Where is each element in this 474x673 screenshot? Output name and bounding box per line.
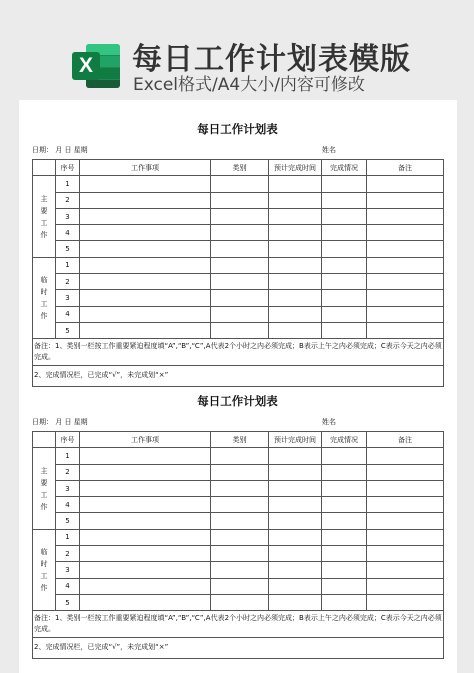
input-cell[interactable] (367, 257, 444, 273)
input-cell[interactable] (211, 257, 269, 273)
input-cell[interactable] (211, 322, 269, 338)
input-cell[interactable] (367, 562, 444, 578)
row-number: 2 (56, 192, 80, 208)
input-cell[interactable] (80, 464, 211, 480)
input-cell[interactable] (322, 241, 367, 257)
input-cell[interactable] (367, 176, 444, 192)
input-cell[interactable] (322, 257, 367, 273)
group-label-char: 临 (40, 548, 48, 557)
column-header: 工作事项 (80, 160, 211, 176)
group-label-char: 工 (40, 300, 48, 309)
input-cell[interactable] (80, 546, 211, 562)
form-title: 每日工作计划表 (197, 394, 278, 408)
row-number: 5 (56, 513, 80, 529)
column-header: 类别 (211, 160, 269, 176)
group-label-char: 工 (40, 490, 48, 499)
table-row (33, 257, 444, 273)
group-label-char: 时 (40, 288, 48, 297)
input-cell[interactable] (322, 562, 367, 578)
group-label-char: 作 (40, 502, 48, 511)
input-cell[interactable] (80, 208, 211, 224)
input-cell[interactable] (322, 594, 367, 610)
excel-logo-icon (72, 42, 122, 90)
group-label (33, 257, 56, 338)
plan-table (32, 159, 444, 387)
input-cell[interactable] (269, 594, 322, 610)
note-text: 2、完成情况栏，已完成“√”，未完成划“×” (33, 638, 444, 658)
input-cell[interactable] (322, 578, 367, 594)
note-row (33, 339, 444, 366)
row-number: 3 (56, 290, 80, 306)
input-cell[interactable] (211, 274, 269, 290)
input-cell[interactable] (211, 306, 269, 322)
input-cell[interactable] (367, 578, 444, 594)
input-cell[interactable] (322, 176, 367, 192)
input-cell[interactable] (367, 546, 444, 562)
input-cell[interactable] (367, 448, 444, 464)
input-cell[interactable] (367, 192, 444, 208)
row-number: 1 (56, 448, 80, 464)
input-cell[interactable] (269, 448, 322, 464)
group-label-char: 作 (40, 312, 48, 321)
group-label-char: 时 (40, 560, 48, 569)
input-cell[interactable] (211, 578, 269, 594)
row-number: 4 (56, 578, 80, 594)
input-cell[interactable] (269, 562, 322, 578)
table-row (33, 322, 444, 338)
input-cell[interactable] (269, 497, 322, 513)
group-label-char: 主 (40, 194, 48, 203)
input-cell[interactable] (269, 529, 322, 545)
input-cell[interactable] (269, 225, 322, 241)
column-header: 备注 (367, 160, 444, 176)
group-label-char: 要 (40, 478, 48, 487)
input-cell[interactable] (80, 497, 211, 513)
row-number: 1 (56, 257, 80, 273)
template-sheet (19, 100, 457, 673)
input-cell[interactable] (211, 192, 269, 208)
input-cell[interactable] (367, 513, 444, 529)
input-cell[interactable] (80, 257, 211, 273)
table-row (33, 306, 444, 322)
note-row (33, 366, 444, 386)
column-header: 序号 (56, 160, 80, 176)
table-row (33, 562, 444, 578)
table-row (33, 513, 444, 529)
row-number: 3 (56, 208, 80, 224)
table-header-row (33, 432, 444, 448)
group-label-char: 主 (40, 466, 48, 475)
note-row (33, 638, 444, 658)
input-cell[interactable] (322, 192, 367, 208)
column-header: 预计完成时间 (269, 160, 322, 176)
input-cell[interactable] (211, 208, 269, 224)
table-row (33, 464, 444, 480)
column-header: 备注 (367, 432, 444, 448)
input-cell[interactable] (367, 274, 444, 290)
group-label (33, 176, 56, 257)
input-cell[interactable] (367, 208, 444, 224)
input-cell[interactable] (211, 290, 269, 306)
input-cell[interactable] (269, 513, 322, 529)
input-cell[interactable] (269, 176, 322, 192)
table-row (33, 497, 444, 513)
row-number: 5 (56, 594, 80, 610)
group-label-char: 临 (40, 276, 48, 285)
column-header: 工作事项 (80, 432, 211, 448)
input-cell[interactable] (322, 546, 367, 562)
input-cell[interactable] (211, 562, 269, 578)
input-cell[interactable] (211, 448, 269, 464)
input-cell[interactable] (367, 306, 444, 322)
table-row (33, 290, 444, 306)
input-cell[interactable] (269, 322, 322, 338)
column-header: 序号 (56, 432, 80, 448)
input-cell[interactable] (269, 192, 322, 208)
group-label (33, 529, 56, 610)
plan-table (32, 431, 444, 659)
table-header-row (33, 160, 444, 176)
input-cell[interactable] (80, 480, 211, 496)
table-row (33, 480, 444, 496)
row-number: 5 (56, 241, 80, 257)
input-cell[interactable] (211, 529, 269, 545)
table-row (33, 529, 444, 545)
input-cell[interactable] (322, 497, 367, 513)
input-cell[interactable] (269, 578, 322, 594)
input-cell[interactable] (269, 274, 322, 290)
header-cell-group (33, 432, 56, 448)
header-cell-group (33, 160, 56, 176)
group-label-char: 工 (40, 572, 48, 581)
row-number: 2 (56, 546, 80, 562)
table-row (33, 225, 444, 241)
input-cell[interactable] (80, 322, 211, 338)
input-cell[interactable] (322, 322, 367, 338)
input-cell[interactable] (322, 274, 367, 290)
input-cell[interactable] (322, 513, 367, 529)
input-cell[interactable] (367, 290, 444, 306)
input-cell[interactable] (80, 274, 211, 290)
group-label-char: 要 (40, 206, 48, 215)
table-row (33, 448, 444, 464)
input-cell[interactable] (211, 546, 269, 562)
row-number: 4 (56, 497, 80, 513)
input-cell[interactable] (367, 480, 444, 496)
input-cell[interactable] (269, 290, 322, 306)
column-header: 完成情况 (322, 160, 367, 176)
input-cell[interactable] (367, 464, 444, 480)
input-cell[interactable] (211, 513, 269, 529)
input-cell[interactable] (80, 562, 211, 578)
note-text: 备注：1、类别一栏按工作重要紧迫程度填“A”,“B”,“C”,A代表2个小时之内必须完成；B表示上午之内必须完成；C表示今天之内必须完成。 (33, 339, 444, 366)
table-row (33, 274, 444, 290)
input-cell[interactable] (322, 306, 367, 322)
input-cell[interactable] (367, 529, 444, 545)
input-cell[interactable] (80, 306, 211, 322)
input-cell[interactable] (269, 257, 322, 273)
input-cell[interactable] (80, 578, 211, 594)
input-cell[interactable] (322, 464, 367, 480)
input-cell[interactable] (211, 176, 269, 192)
note-text: 2、完成情况栏，已完成“√”，未完成划“×” (33, 366, 444, 386)
input-cell[interactable] (211, 497, 269, 513)
table-row (33, 208, 444, 224)
input-cell[interactable] (269, 464, 322, 480)
group-label-char: 作 (40, 584, 48, 593)
row-number: 3 (56, 480, 80, 496)
input-cell[interactable] (80, 192, 211, 208)
table-row (33, 578, 444, 594)
excel-logo-letter: X (72, 52, 100, 80)
input-cell[interactable] (367, 322, 444, 338)
input-cell[interactable] (80, 513, 211, 529)
input-cell[interactable] (322, 290, 367, 306)
header (0, 0, 474, 100)
input-cell[interactable] (80, 176, 211, 192)
group-label (33, 448, 56, 529)
input-cell[interactable] (367, 594, 444, 610)
input-cell[interactable] (80, 448, 211, 464)
page-title: 每日工作计划表模版 (132, 42, 411, 77)
input-cell[interactable] (269, 208, 322, 224)
input-cell[interactable] (269, 480, 322, 496)
input-cell[interactable] (367, 225, 444, 241)
row-number: 1 (56, 529, 80, 545)
column-header: 完成情况 (322, 432, 367, 448)
group-label-char: 作 (40, 230, 48, 239)
input-cell[interactable] (367, 241, 444, 257)
date-field[interactable]: 日期： 月 日 星期 (32, 146, 88, 154)
input-cell[interactable] (322, 529, 367, 545)
column-header: 预计完成时间 (269, 432, 322, 448)
input-cell[interactable] (80, 594, 211, 610)
page-subtitle: Excel格式/A4大小/内容可修改 (133, 75, 365, 95)
form-title: 每日工作计划表 (197, 122, 278, 136)
input-cell[interactable] (322, 208, 367, 224)
table-row (33, 192, 444, 208)
input-cell[interactable] (322, 480, 367, 496)
row-number: 1 (56, 176, 80, 192)
input-cell[interactable] (211, 464, 269, 480)
table-row (33, 176, 444, 192)
row-number: 4 (56, 306, 80, 322)
note-row (33, 611, 444, 638)
group-label-char: 工 (40, 218, 48, 227)
table-row (33, 594, 444, 610)
row-number: 3 (56, 562, 80, 578)
table-row (33, 546, 444, 562)
input-cell[interactable] (80, 225, 211, 241)
date-field[interactable]: 日期： 月 日 星期 (32, 418, 88, 426)
input-cell[interactable] (367, 497, 444, 513)
input-cell[interactable] (269, 546, 322, 562)
name-field[interactable]: 姓名 (322, 146, 336, 154)
input-cell[interactable] (322, 225, 367, 241)
row-number: 4 (56, 225, 80, 241)
table-row (33, 241, 444, 257)
row-number: 2 (56, 464, 80, 480)
input-cell[interactable] (322, 448, 367, 464)
input-cell[interactable] (80, 241, 211, 257)
row-number: 2 (56, 274, 80, 290)
input-cell[interactable] (269, 306, 322, 322)
input-cell[interactable] (269, 241, 322, 257)
note-text: 备注：1、类别一栏按工作重要紧迫程度填“A”,“B”,“C”,A代表2个小时之内必须完成；B表示上午之内必须完成；C表示今天之内必须完成。 (33, 611, 444, 638)
input-cell[interactable] (211, 241, 269, 257)
row-number: 5 (56, 322, 80, 338)
input-cell[interactable] (211, 480, 269, 496)
input-cell[interactable] (80, 290, 211, 306)
input-cell[interactable] (211, 225, 269, 241)
name-field[interactable]: 姓名 (322, 418, 336, 426)
input-cell[interactable] (211, 594, 269, 610)
column-header: 类别 (211, 432, 269, 448)
input-cell[interactable] (80, 529, 211, 545)
